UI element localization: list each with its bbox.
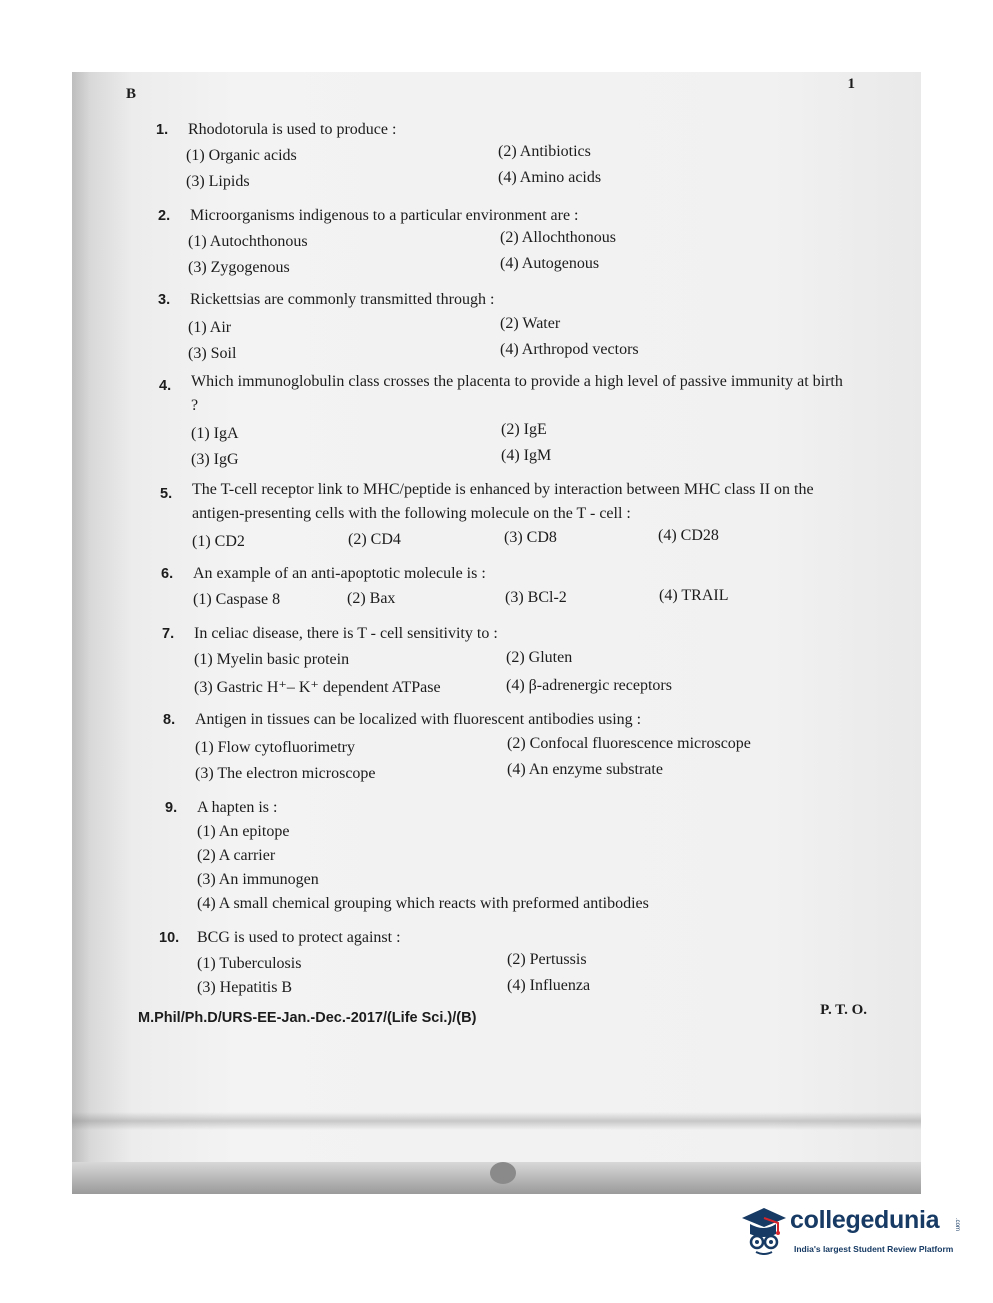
- option-1: (1) Tuberculosis: [197, 955, 302, 972]
- page-number: 1: [847, 76, 855, 92]
- question-stem: Which immunoglobulin class crosses the placenta to provide a high level of passive immunity at birth ?: [191, 373, 843, 414]
- option-3: (3) IgG: [191, 451, 239, 468]
- question-2: [158, 204, 858, 280]
- question-number: 9.: [165, 800, 178, 816]
- option-2: (2) Allochthonous: [500, 229, 616, 246]
- option-3: (3) Zygogenous: [188, 259, 290, 276]
- question-number: 8.: [163, 712, 176, 728]
- question-number: 7.: [162, 626, 175, 642]
- option-2: (2) Gluten: [506, 649, 573, 666]
- paper-series-letter: B: [126, 86, 137, 102]
- option-1: (1) Flow cytofluorimetry: [195, 739, 355, 756]
- question-stem: Antigen in tissues can be localized with fluorescent antibodies using :: [195, 711, 642, 728]
- option-3: (3) An immunogen: [197, 871, 319, 888]
- question-stem: The T-cell receptor link to MHC/peptide is enhanced by interaction between MHC class II on the antigen-presenting cells with the following molecule on the T - cell :: [192, 481, 814, 522]
- question-4: [159, 370, 859, 474]
- question-number: 5.: [160, 486, 173, 502]
- option-1: (1) Myelin basic protein: [194, 651, 350, 668]
- option-4: (4) β-adrenergic receptors: [506, 677, 672, 694]
- question-8: [163, 708, 863, 784]
- option-1: (1) Air: [188, 319, 232, 336]
- option-3: (3) Soil: [188, 345, 237, 362]
- option-2: (2) Pertussis: [507, 951, 587, 968]
- option-4: (4) TRAIL: [659, 587, 729, 604]
- option-4: (4) Autogenous: [500, 255, 600, 272]
- option-4: (4) CD28: [658, 527, 719, 544]
- brand-tagline: India's largest Student Review Platform: [794, 1244, 954, 1254]
- question-stem: BCG is used to protect against :: [197, 929, 401, 946]
- option-1: (1) Organic acids: [186, 147, 297, 164]
- option-1: (1) Autochthonous: [188, 233, 308, 250]
- brand-name: collegedunia: [790, 1206, 940, 1234]
- question-stem: An example of an anti-apoptotic molecule is :: [193, 565, 486, 582]
- collegedunia-watermark: [738, 1196, 963, 1262]
- question-1: [156, 118, 856, 194]
- question-number: 6.: [161, 566, 174, 582]
- paper-code: M.Phil/Ph.D/URS-EE-Jan.-Dec.-2017/(Life Sci.)/(B): [138, 1010, 477, 1026]
- option-2: (2) Bax: [347, 590, 396, 607]
- option-2: (2) Water: [500, 315, 561, 332]
- pto-label: P. T. O.: [820, 1002, 867, 1018]
- option-1: (1) IgA: [191, 425, 239, 442]
- option-4: (4) An enzyme substrate: [507, 761, 663, 778]
- question-number: 1.: [156, 122, 169, 138]
- option-2: (2) A carrier: [197, 847, 276, 864]
- option-3: (3) CD8: [504, 529, 557, 546]
- question-3: [158, 288, 858, 364]
- option-4: (4) Influenza: [507, 977, 591, 994]
- option-1: (1) Caspase 8: [193, 591, 281, 608]
- question-6: [161, 562, 861, 614]
- brand-domain: .com: [954, 1218, 960, 1232]
- question-number: 3.: [158, 292, 171, 308]
- option-2: (2) CD4: [348, 531, 401, 548]
- option-2: (2) Confocal fluorescence microscope: [507, 735, 751, 752]
- graduate-mascot-icon: [738, 1202, 788, 1256]
- scanned-page: [72, 72, 921, 1194]
- question-number: 10.: [159, 930, 180, 946]
- question-number: 2.: [158, 208, 171, 224]
- question-stem: Rickettsias are commonly transmitted through :: [190, 291, 495, 308]
- question-10: [159, 926, 859, 1002]
- option-4: (4) A small chemical grouping which reacts with preformed antibodies: [197, 895, 649, 912]
- option-3: (3) The electron microscope: [195, 765, 376, 782]
- binder-hole: [490, 1162, 516, 1184]
- option-4: (4) Arthropod vectors: [500, 341, 639, 358]
- question-stem: Microorganisms indigenous to a particular environment are :: [190, 207, 579, 224]
- option-4: (4) IgM: [501, 447, 552, 464]
- option-1: (1) CD2: [192, 533, 245, 550]
- option-1: (1) An epitope: [197, 823, 290, 840]
- question-stem: Rhodotorula is used to produce :: [188, 121, 397, 138]
- question-5: [160, 478, 860, 554]
- option-3: (3) Hepatitis B: [197, 979, 293, 996]
- option-2: (2) IgE: [501, 421, 547, 438]
- option-3: (3) Gastric H⁺– K⁺ dependent ATPase: [194, 679, 441, 696]
- option-3: (3) Lipids: [186, 173, 250, 190]
- option-4: (4) Amino acids: [498, 169, 602, 186]
- question-stem: A hapten is :: [197, 799, 278, 816]
- question-9: [165, 796, 865, 920]
- option-3: (3) BCl-2: [505, 589, 567, 606]
- option-2: (2) Antibiotics: [498, 143, 591, 160]
- question-7: [162, 622, 862, 700]
- question-stem: In celiac disease, there is T - cell sensitivity to :: [194, 625, 498, 642]
- question-number: 4.: [159, 378, 172, 394]
